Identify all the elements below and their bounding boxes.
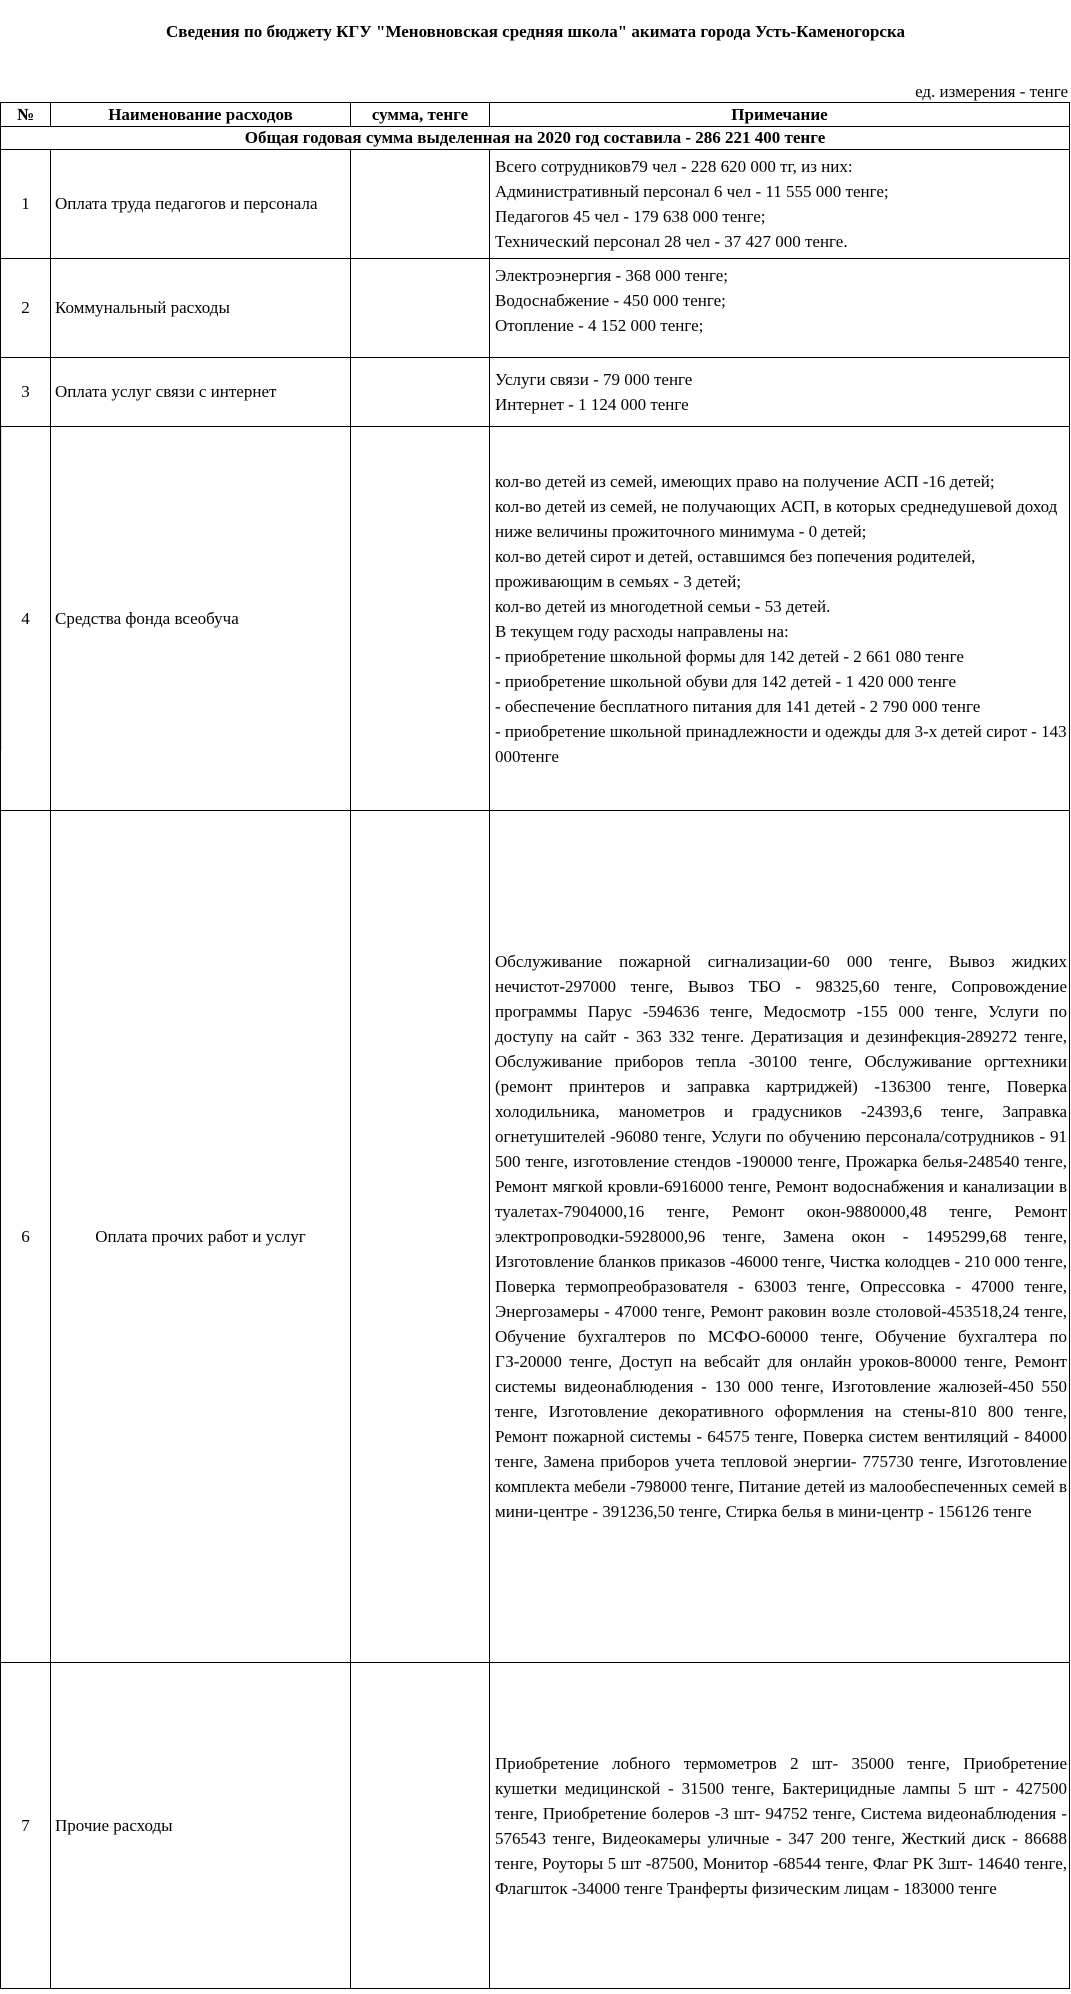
note-line: Административный персонал 6 чел - 11 555 000 тенге; (495, 182, 889, 201)
row-number: 6 (1, 811, 51, 1663)
expense-note: Приобретение лобного термометров 2 шт- 35000 тенге, Приобретение кушетки медицинской - 31500 тенге, Бактерицидные лампы 5 шт - 427500 тенге, Приобретение болеров -3 шт- 94752 тенге, Система видеонаблюдения - 576543 тенге, Видеокамеры уличные - 347 200 тенге, Жесткий диск - 86688 тенге, Роуторы 5 шт -87500, Монитор -68544 тенге, Флаг РК 3шт- 14640 тенге, Флагшток -34000 тенге Транферты физическим лицам - 183000 тенге (490, 1663, 1070, 1989)
note-line: Отопление - 4 152 000 тенге; (495, 316, 704, 335)
expense-sum (351, 811, 490, 1663)
note-line: кол-во детей из семей, не получающих АСП, в которых среднедушевой доход ниже величины прожиточного минимума - 0 детей; (495, 496, 1058, 541)
note-line: Электроэнергия - 368 000 тенге; (495, 266, 728, 285)
expense-sum (351, 1663, 490, 1989)
note-line: Всего сотрудников79 чел - 228 620 000 тг, из них: (495, 157, 853, 176)
note-line: - приобретение школьной формы для 142 детей - 2 661 080 тенге (495, 646, 964, 666)
header-sum: сумма, тенге (351, 103, 490, 127)
note-line: Интернет - 1 124 000 тенге (495, 395, 689, 414)
unit-note: ед. измерения - тенге (915, 82, 1068, 101)
row-number: 7 (1, 1663, 51, 1989)
header-name: Наименование расходов (51, 103, 351, 127)
table-row (1, 358, 1070, 427)
note-line: В текущем году расходы направлены на: (495, 621, 789, 641)
row-number: 4 (1, 427, 51, 811)
expense-note (490, 427, 1070, 811)
note-line: - приобретение школьной обуви для 142 детей - 1 420 000 тенге (495, 671, 957, 691)
expense-sum (351, 358, 490, 427)
expense-name: Коммунальный расходы (51, 259, 351, 358)
expense-sum (351, 259, 490, 358)
expense-name: Оплата прочих работ и услуг (51, 811, 351, 1663)
table-row (1, 1663, 1070, 1989)
expense-sum (351, 150, 490, 259)
table-row (1, 811, 1070, 1663)
header-num: № (1, 103, 51, 127)
note-line: кол-во детей из многодетной семьи - 53 детей. (495, 596, 831, 616)
expense-name: Прочие расходы (51, 1663, 351, 1989)
expense-note (490, 358, 1070, 427)
note-line: Водоснабжение - 450 000 тенге; (495, 291, 726, 310)
expense-name: Оплата труда педагогов и персонала (51, 150, 351, 259)
summary-cell: Общая годовая сумма выделенная на 2020 год составила - 286 221 400 тенге (1, 127, 1070, 150)
note-line: кол-во детей сирот и детей, оставшимся без попечения родителей, проживающим в семьях - 3 детей; (495, 546, 976, 591)
note-line: Технический персонал 28 чел - 37 427 000 тенге. (495, 232, 848, 251)
table-row (1, 259, 1070, 358)
row-number: 2 (1, 259, 51, 358)
header-note: Примечание (490, 103, 1070, 127)
table-row (1, 150, 1070, 259)
expense-note (490, 150, 1070, 259)
note-line: - обеспечение бесплатного питания для 141 детей - 2 790 000 тенге (495, 696, 981, 716)
note-line: Услуги связи - 79 000 тенге (495, 370, 693, 389)
document-title: Сведения по бюджету КГУ "Меновновская средняя школа" акимата города Усть-Каменогорска (165, 22, 906, 41)
table-row (1, 427, 1070, 811)
row-number: 3 (1, 358, 51, 427)
note-line: - приобретение школьной принадлежности и одежды для 3-х детей сирот - 143 000тенге (495, 721, 1067, 766)
expense-name: Оплата услуг связи с интернет (51, 358, 351, 427)
note-line: кол-во детей из семей, имеющих право на получение АСП -16 детей; (495, 471, 995, 491)
expense-note (490, 259, 1070, 358)
expense-note: Обслуживание пожарной сигнализации-60 000 тенге, Вывоз жидких нечистот-297000 тенге, Вывоз ТБО - 98325,60 тенге, Сопровождение программы Парус -594636 тенге, Медосмотр -155 000 тенге, Услуги по доступу на сайт - 363 332 тенге. Дератизация и дезинфекция-289272 тенге, Обслуживание приборов тепла -30100 тенге, Обслуживание оргтехники (ремонт принтеров и заправка картриджей) -136300 тенге, Поверка холодильника, манометров и градусников -24393,6 тенге, Заправка огнетушителей -96080 тенге, Услуги по обучению персонала/сотрудников - 91 500 тенге, изготовление стендов -190000 тенге, Прожарка белья-248540 тенге, Ремонт мягкой кровли-6916000 тенге, Ремонт водоснабжения и канализации в туалетах-7904000,16 тенге, Ремонт окон-9880000,48 тенге, Ремонт электропроводки-5928000,96 тенге, Замена окон - 1495299,68 тенге, Изготовление бланков приказов -46000 тенге, Чистка колодцев - 210 000 тенге, Поверка термопреобразователя - 63003 тенге, Опрессовка - 47000 тенге, Энергозамеры - 47000 тенге, Ремонт раковин возле столовой-453518,24 тенге, Обучение бухгалтеров по МСФО-60000 тенге, Обучение бухгалтера по ГЗ-20000 тенге, Доступ на вебсайт для онлайн уроков-80000 тенге, Ремонт системы видеонаблюдения - 130 000 тенге, Изготовление жалюзей-450 550 тенге, Изготовление декоративного оформления на стены-810 800 тенге, Ремонт пожарной системы - 64575 тенге, Поверка систем вентиляций - 84000 тенге, Замена приборов учета тепловой энергии- 775730 тенге, Изготовление комплекта мебели -798000 тенге, Питание детей из малообеспеченных семей в мини-центре - 391236,50 тенге, Стирка белья в мини-центр - 156126 тенге (490, 811, 1070, 1663)
header-row (1, 103, 1070, 127)
budget-table (0, 102, 1070, 1989)
expense-sum (351, 427, 490, 811)
summary-row (1, 127, 1070, 150)
note-line: Педагогов 45 чел - 179 638 000 тенге; (495, 207, 766, 226)
expense-name: Средства фонда всеобуча (51, 427, 351, 811)
row-number: 1 (1, 150, 51, 259)
